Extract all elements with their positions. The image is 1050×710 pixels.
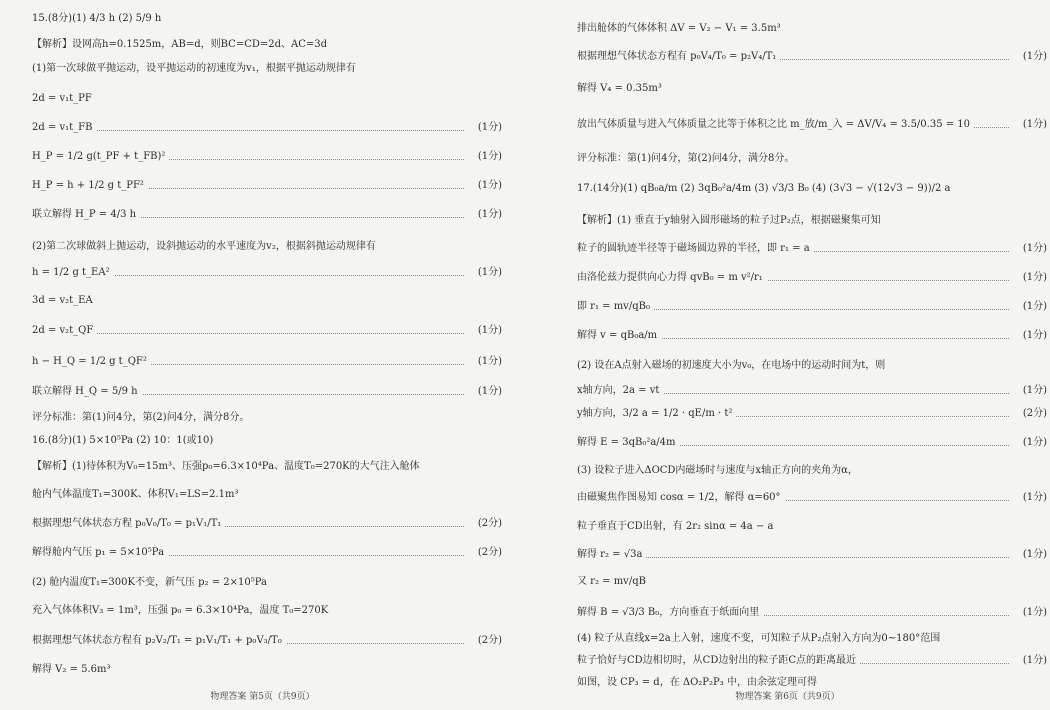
answer-line-text: 即 r₁ = mv/qB₀ — [577, 300, 654, 314]
answer-line — [577, 606, 1047, 620]
answer-line-text: x轴方向，2a = vt — [577, 384, 663, 398]
answer-line-text: 15.(8分)(1) 4/3 h (2) 5/9 h — [32, 13, 162, 24]
answer-line — [32, 62, 502, 76]
answer-line — [32, 546, 502, 560]
answer-line — [577, 548, 1047, 562]
answer-line — [32, 38, 502, 52]
answer-line-text: h = 1/2 g t_EA² — [32, 266, 114, 280]
answer-line-text: H_P = 1/2 g(t_PF + t_FB)² — [32, 150, 169, 164]
answer-line-text: 根据理想气体状态方程有 p₂V₂/T₁ = p₁V₁/T₁ + p₀V₃/T₀ — [32, 634, 286, 648]
answer-line — [32, 604, 502, 618]
score-points: (1分) — [474, 121, 502, 135]
page-footer: 物理答案 第5页（共9页） — [210, 692, 315, 702]
answer-line — [32, 488, 502, 502]
answer-line-text: 又 r₂ = mv/qB — [577, 576, 646, 587]
answer-line-text: (1)第一次球做平抛运动，设平抛运动的初速度为v₁，根据平抛运动规律有 — [32, 63, 356, 74]
answer-line-text: 评分标准：第(1)问4分，第(2)问4分，满分8分。 — [577, 153, 795, 164]
answer-line — [577, 242, 1047, 256]
answer-line — [577, 271, 1047, 285]
answer-line-text: 由磁聚焦作图易知 cosα = 1/2，解得 α=60° — [577, 491, 785, 505]
score-points: (1分) — [474, 355, 502, 369]
answer-line — [577, 359, 1047, 373]
answer-line-text: (2)第二次球做斜上抛运动，设斜抛运动的水平速度为v₂，根据斜抛运动规律有 — [32, 241, 376, 252]
answer-line-text: (3) 设粒子进入ΔOCD内磁场时与速度与x轴正方向的夹角为α， — [577, 465, 858, 476]
answer-line-text: y轴方向，3/2 a = 1/2 · qE/m · t² — [577, 407, 736, 421]
answer-line-text: (2) 舱内温度T₁=300K不变，新气压 p₂ = 2×10⁵Pa — [32, 577, 267, 588]
answer-line — [577, 152, 1047, 166]
score-points: (1分) — [474, 385, 502, 399]
answer-line-text: 解得 V₄ = 0.35m³ — [577, 83, 662, 94]
answer-line — [577, 464, 1047, 478]
answer-line — [577, 118, 1047, 132]
answer-line — [32, 179, 502, 193]
score-points: (1分) — [1019, 491, 1047, 505]
score-points: (1分) — [1019, 384, 1047, 398]
score-points: (1分) — [474, 179, 502, 193]
score-points: (1分) — [474, 324, 502, 338]
answer-line — [577, 300, 1047, 314]
score-points: (1分) — [474, 266, 502, 280]
score-points: (1分) — [1019, 436, 1047, 450]
answer-line — [577, 632, 1047, 646]
answer-line — [577, 676, 1047, 690]
answer-line-text: 解得 V₂ = 5.6m³ — [32, 664, 111, 675]
answer-line — [577, 182, 1047, 196]
answer-line — [32, 576, 502, 590]
answer-line-text: 解得 v = qB₀a/m — [577, 329, 661, 343]
score-points: (2分) — [474, 634, 502, 648]
answer-line — [32, 208, 502, 222]
answer-line — [32, 92, 502, 106]
answer-line — [32, 385, 502, 399]
answer-line-text: H_P = h + 1/2 g t_PF² — [32, 179, 148, 193]
answer-line-text: 【解析】(1)待体积为V₀=15m³、压强p₀=6.3×10⁴Pa、温度T₀=270K的大气注入舱体 — [32, 461, 420, 472]
answer-line-text: 2d = v₁t_PF — [32, 93, 92, 104]
answer-line — [32, 460, 502, 474]
answer-line-text: 2d = v₂t_QF — [32, 324, 97, 338]
score-points: (2分) — [474, 546, 502, 560]
answer-line — [577, 82, 1047, 96]
answer-line — [32, 150, 502, 164]
score-points: (1分) — [1019, 50, 1047, 64]
answer-line — [32, 266, 502, 280]
answer-line — [577, 50, 1047, 64]
answer-line-text: 放出气体质量与进入气体质量之比等于体积之比 m_放/m_入 = ΔV/V₄ = 3.5/0.35 = 10 — [577, 118, 974, 132]
answer-line — [577, 22, 1047, 36]
answer-line — [32, 434, 502, 448]
answer-line — [577, 329, 1047, 343]
answer-line-text: 如图，设 CP₃ = d，在 ΔO₂P₂P₃ 中，由余弦定理可得 — [577, 677, 817, 688]
answer-line-text: 解得舱内气压 p₁ = 5×10⁵Pa — [32, 546, 168, 560]
answer-line-text: 粒子垂直于CD出射，有 2r₂ sinα = 4a − a — [577, 521, 774, 532]
answer-line-text: 粒子恰好与CD边相切时，从CD边射出的粒子距C点的距离最近 — [577, 654, 860, 668]
score-points: (1分) — [1019, 242, 1047, 256]
answer-line-text: 舱内气体温度T₁=300K、体积V₁=LS=2.1m³ — [32, 489, 239, 500]
answer-line — [32, 517, 502, 531]
score-points: (1分) — [1019, 271, 1047, 285]
answer-line — [577, 654, 1047, 668]
answer-line-text: 16.(8分)(1) 5×10⁵Pa (2) 10：1(或10) — [32, 435, 214, 446]
score-points: (1分) — [474, 150, 502, 164]
answer-line-text: 联立解得 H_P = 4/3 h — [32, 208, 140, 222]
answer-line-text: 解得 r₂ = √3a — [577, 548, 646, 562]
answer-line-text: 17.(14分)(1) qB₀a/m (2) 3qB₀²a/4m (3) √3/3 B₀ (4) (3√3 − √(12√3 − 9))/2 a — [577, 183, 951, 194]
right-page — [525, 0, 1050, 710]
answer-line — [577, 436, 1047, 450]
answer-line-text: 排出舱体的气体体积 ΔV = V₂ − V₁ = 3.5m³ — [577, 23, 781, 34]
answer-line-text: h − H_Q = 1/2 g t_QF² — [32, 355, 151, 369]
answer-line — [32, 355, 502, 369]
score-points: (1分) — [1019, 329, 1047, 343]
answer-line — [32, 324, 502, 338]
score-points: (1分) — [1019, 606, 1047, 620]
answer-line-text: 解得 B = √3/3 B₀，方向垂直于纸面向里 — [577, 606, 763, 620]
answer-line-text: 联立解得 H_Q = 5/9 h — [32, 385, 142, 399]
answer-line-text: 2d = v₁t_FB — [32, 121, 96, 135]
answer-line — [32, 634, 502, 648]
answer-line-text: 由洛伦兹力提供向心力得 qvB₀ = m v²/r₁ — [577, 271, 767, 285]
score-points: (1分) — [1019, 300, 1047, 314]
answer-line-text: 评分标准：第(1)问4分，第(2)问4分，满分8分。 — [32, 412, 250, 423]
answer-line-text: (2) 设在A点射入磁场的初速度大小为v₀，在电场中的运动时间为t，则 — [577, 360, 886, 371]
page-footer: 物理答案 第6页（共9页） — [735, 692, 840, 702]
answer-line — [32, 12, 502, 26]
score-points: (1分) — [1019, 118, 1047, 132]
answer-line — [32, 240, 502, 254]
answer-line-text: 粒子的圆轨迹半径等于磁场圆边界的半径，即 r₁ = a — [577, 242, 814, 256]
score-points: (1分) — [1019, 548, 1047, 562]
answer-line-text: 解得 E = 3qB₀²a/4m — [577, 436, 680, 450]
answer-line — [32, 121, 502, 135]
answer-line — [577, 407, 1047, 421]
answer-line-text: (4) 粒子从直线x=2a上入射，速度不变，可知粒子从P₂点射入方向为0~180°范围 — [577, 633, 941, 644]
answer-line — [577, 214, 1047, 228]
answer-line-text: 【解析】设网高h=0.1525m，AB=d，则BC=CD=2d、AC=3d — [32, 39, 328, 50]
score-points: (1分) — [1019, 654, 1047, 668]
answer-line — [577, 384, 1047, 398]
score-points: (2分) — [1019, 407, 1047, 421]
answer-line — [32, 294, 502, 308]
answer-line — [577, 520, 1047, 534]
answer-line-text: 根据理想气体状态方程有 p₀V₄/T₀ = p₂V₄/T₁ — [577, 50, 780, 64]
answer-line — [32, 411, 502, 425]
answer-line — [32, 663, 502, 677]
score-points: (1分) — [474, 208, 502, 222]
answer-line — [577, 491, 1047, 505]
answer-line-text: 3d = v₂t_EA — [32, 295, 93, 306]
answer-line-text: 根据理想气体状态方程 p₀V₀/T₀ = p₁V₁/T₁ — [32, 517, 225, 531]
answer-line-text: 充入气体体积V₃ = 1m³，压强 p₀ = 6.3×10⁴Pa，温度 T₀=270K — [32, 605, 329, 616]
answer-line-text: 【解析】(1) 垂直于y轴射入圆形磁场的粒子过P₂点，根据磁聚集可知 — [577, 215, 881, 226]
score-points: (2分) — [474, 517, 502, 531]
answer-line — [577, 575, 1047, 589]
